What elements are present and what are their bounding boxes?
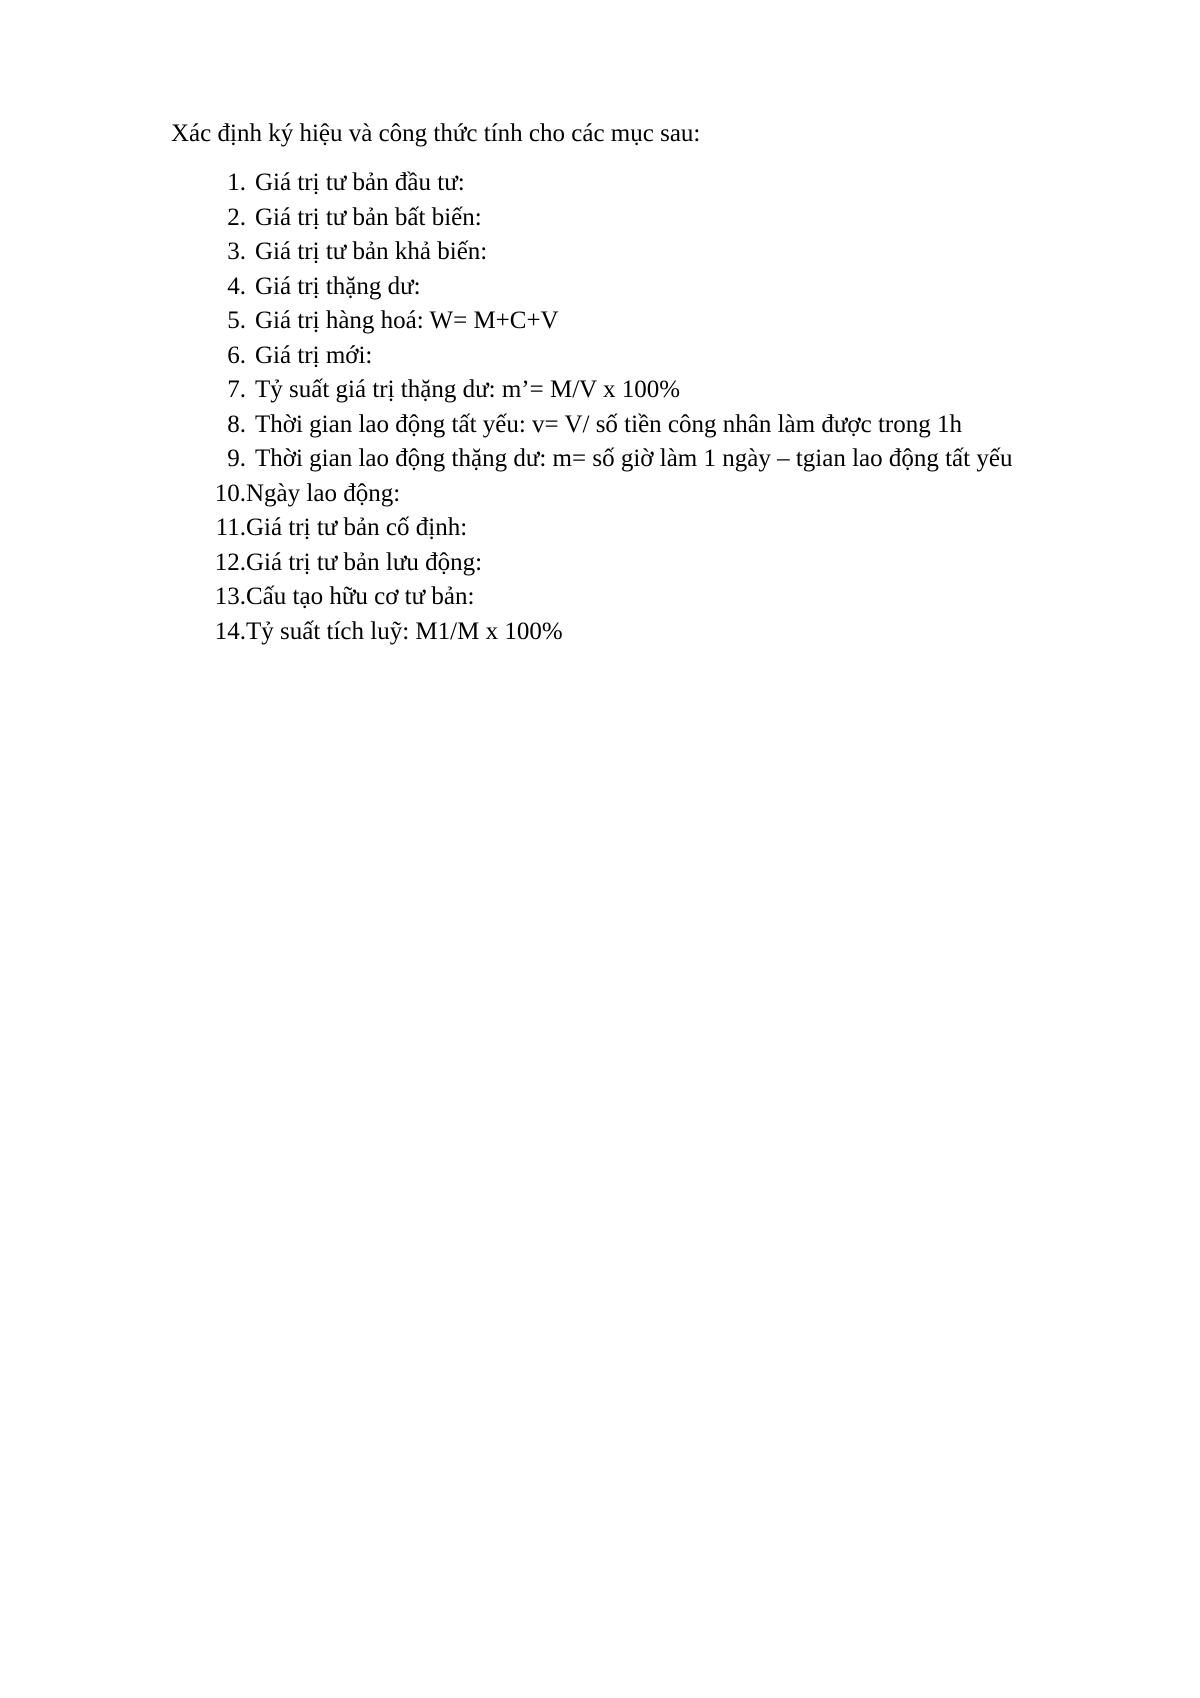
list-item-text: Giá trị tư bản đầu tư: <box>255 169 465 196</box>
list-item-number: 2. <box>227 203 246 231</box>
list-item-number: 14. <box>214 617 246 645</box>
list-item <box>171 408 1071 443</box>
list-item-text: Giá trị tư bản cố định: <box>246 514 468 541</box>
list-item <box>171 339 1071 374</box>
list-item <box>171 477 1071 512</box>
list-item-text: Tỷ suất giá trị thặng dư: m’= M/V x 100% <box>255 376 681 403</box>
list-item <box>171 373 1071 408</box>
list-item-text: Giá trị thặng dư: <box>255 272 421 300</box>
list-item-number: 7. <box>227 376 246 403</box>
list-item-number: 3. <box>227 238 246 265</box>
list-item-text: Giá trị hàng hoá: W= M+C+V <box>255 307 559 334</box>
list-item-text: Tỷ suất tích luỹ: M1/M x 100% <box>246 617 563 645</box>
list-item-text: Thời gian lao động tất yếu: v= V/ số tiền công nhân làm được trong 1h <box>255 410 962 438</box>
list-item-number: 8. <box>227 410 246 438</box>
list-item-text: Thời gian lao động thặng dư: m= số giờ làm 1 ngày – tgian lao động tất yếu <box>255 445 1013 472</box>
list-item-text: Giá trị tư bản lưu động: <box>246 548 483 576</box>
list-item <box>171 511 1071 546</box>
list-item <box>171 546 1071 581</box>
list-item-number: 9. <box>227 445 246 472</box>
list-item-text: Giá trị tư bản khả biến: <box>255 238 488 265</box>
list-item-text: Giá trị tư bản bất biến: <box>255 203 482 231</box>
list-item-number: 13. <box>214 583 246 610</box>
list-item <box>171 235 1071 270</box>
list-item-text: Ngày lao động: <box>246 479 401 507</box>
list-item-number: 10. <box>214 479 246 507</box>
list-item-text: Giá trị mới: <box>255 341 373 369</box>
list-item-text: Cấu tạo hữu cơ tư bản: <box>246 583 475 610</box>
document-heading: Xác định ký hiệu và công thức tính cho các mục sau: <box>171 120 701 147</box>
list-item <box>171 304 1071 339</box>
list-item-number: 6. <box>227 341 246 369</box>
list-item <box>171 580 1071 615</box>
list-item-number: 11. <box>215 514 246 541</box>
list-item-number: 5. <box>227 307 246 334</box>
list-item <box>171 442 1071 477</box>
formula-list <box>171 166 1071 649</box>
list-item <box>171 201 1071 236</box>
list-item-number: 12. <box>214 548 246 576</box>
list-item-number: 4. <box>227 272 246 300</box>
list-item <box>171 166 1071 201</box>
list-item-number: 1. <box>227 169 246 196</box>
list-item <box>171 615 1071 650</box>
list-item <box>171 270 1071 305</box>
